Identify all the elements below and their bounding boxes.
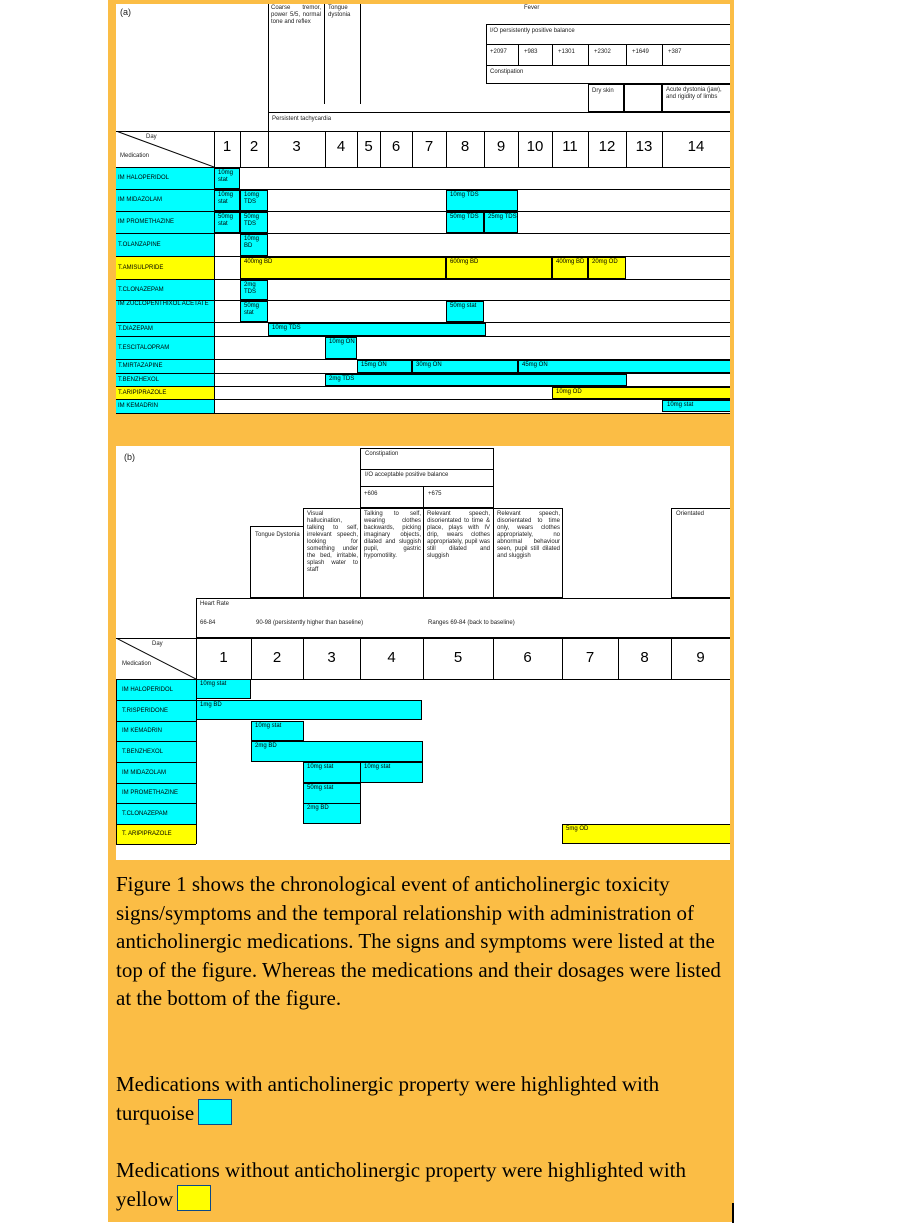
header-medication: Medication [122, 661, 152, 667]
dose-bar: 2mg TDS [325, 374, 627, 386]
medication-name: IM HALOPERIDOL [116, 168, 214, 189]
symptom-day5: Relevant speech, disorientated to time & place, plays with IV drip, wears clothes appropriately, pupil was still dilated and sluggish [427, 511, 490, 559]
day-number: 7 [424, 138, 434, 155]
symptom-day6: Relevant speech, disorientated to time only, wears clothes appropriately, no abnormal behaviour seen, pupil still dilated and sluggish [497, 511, 560, 559]
day-number: 11 [562, 138, 578, 155]
dose-bar: 600mg BD [446, 257, 552, 279]
day-number: 14 [687, 138, 705, 155]
medication-name: T.CLONAZEPAM [116, 804, 196, 824]
day-number: 4 [336, 138, 346, 155]
symptom-tachycardia: Persistent tachycardia [272, 116, 332, 122]
dose-bar: 400mg BD [552, 257, 588, 279]
day-number: 10 [526, 138, 544, 155]
dose-bar: 5mg OD [562, 824, 730, 844]
panel-b-label: (b) [124, 452, 135, 462]
heart-rate-box [196, 598, 730, 638]
day-number: 6 [523, 649, 532, 666]
dose-bar: 10mg BD [240, 234, 268, 256]
dose-bar: 1omg TDS [240, 190, 268, 211]
dose-bar: 50mg stat [303, 783, 361, 804]
io-divider [423, 486, 424, 508]
io-value: +1649 [632, 49, 649, 55]
symptom-fever: Fever [524, 5, 540, 11]
hr-day1: 66-84 [200, 620, 216, 626]
dose-bar: 50mg TDS [446, 212, 484, 233]
day-number: 9 [496, 138, 506, 155]
day-number: 2 [249, 138, 259, 155]
medication-name: T.DIAZEPAM [116, 323, 214, 336]
medication-name: IM KEMADRIN [116, 400, 214, 413]
io-divider [662, 44, 663, 66]
medication-name: T.BENZHEXOL [116, 374, 214, 386]
dose-bar: 15mg ON [357, 360, 412, 373]
symptom-acute-dystonia: Acute dystonia (jaw), and rigidity of limbs [666, 87, 722, 100]
day-number: 8 [460, 138, 470, 155]
dose-bar: 10mg OD [552, 387, 730, 399]
row-line [116, 844, 196, 845]
turquoise-swatch [198, 1099, 232, 1125]
medication-name: IM MIDAZOLAM [116, 763, 196, 783]
empty-box [624, 84, 662, 112]
medication-name: T. ARIPIPRAZOLE [116, 825, 196, 844]
dose-bar: 2mg BD [303, 803, 361, 824]
io-divider [486, 44, 730, 45]
header-day: Day [146, 134, 157, 140]
dose-bar: 10mg stat [214, 168, 240, 189]
panel-b [116, 446, 730, 860]
symptom-orientated: Orientated [676, 511, 705, 517]
symptom-dry-skin: Dry skin [592, 88, 614, 94]
io-values-box [360, 486, 494, 508]
symptom-tongue-dystonia: Tongue Dystonia [255, 532, 300, 538]
panel-a-label: (a) [120, 7, 131, 17]
yellow-swatch [177, 1185, 211, 1211]
dose-bar: 10mg stat [303, 762, 361, 783]
dose-bar: 10mg stat [214, 190, 240, 211]
dose-bar: 50mg stat [446, 301, 484, 322]
day-number: 1 [219, 649, 228, 666]
dose-bar: 45mg ON [518, 360, 730, 373]
dose-bar: 30mg ON [412, 360, 518, 373]
medication-name: T.OLANZAPINE [116, 234, 214, 256]
caption-turquoise-note [116, 1070, 722, 1128]
medication-name: T.CLONAZEPAM [116, 280, 214, 300]
symptom-coarse-tremor: Coarse tremor, power 5/5, normal tone and reflex [271, 5, 321, 25]
dose-bar: 50mg TDS [240, 212, 268, 233]
io-divider [518, 44, 519, 66]
medication-name: T.ARIPIPRAZOLE [116, 387, 214, 399]
io-value: +983 [524, 49, 538, 55]
day-number: 5 [364, 138, 373, 155]
medication-name: IM ZUCLOPENTHIXOL ACETATE [116, 301, 214, 322]
panel-a [116, 4, 730, 414]
day-number: 5 [453, 649, 463, 666]
dose-bar: 50mg stat [240, 301, 268, 322]
row-line [116, 413, 730, 414]
medication-name: IM HALOPERIDOL [116, 680, 196, 700]
caption-paragraph: Figure 1 shows the chronological event of anticholinergic toxicity signs/symptoms and the temporal relationship with administration of anticholinergic medications. The signs and symptoms were listed at the top of the figure. Whereas the medications and their dosages were listed at the bottom of the figure. [116, 872, 721, 1010]
day-number: 4 [387, 649, 396, 666]
dose-bar: 10mg stat [662, 400, 730, 412]
medication-name: T.AMISULPRIDE [116, 257, 214, 279]
header-medication: Medication [120, 153, 150, 159]
orientated-box [671, 508, 730, 598]
dose-bar: 10mg stat [360, 762, 423, 783]
diagonal-header-line [116, 131, 214, 167]
grid-line [214, 167, 215, 414]
day-number: 6 [391, 138, 401, 155]
medication-name: IM PROMETHAZINE [116, 784, 196, 803]
io-divider [588, 44, 589, 66]
dose-bar: 25mg TDS [484, 212, 518, 233]
io-value: +387 [668, 49, 682, 55]
medication-name: T.ESCITALOPRAM [116, 337, 214, 359]
symptom-day3: Visual hallucination, talking to self, irrelevant speech, looking for something under the bed, irritable, splash water to staff [307, 511, 358, 573]
io-balance-label: I/O acceptable positive balance [365, 472, 449, 478]
hr-day5-6: Ranges 69-84 (back to baseline) [428, 620, 515, 626]
medication-name: T.MIRTAZAPINE [116, 360, 214, 373]
yellow-note-text: Medications without anticholinergic property were highlighted with yellow [116, 1158, 686, 1211]
medication-name: IM PROMETHAZINE [116, 212, 214, 233]
symptom-constipation: Constipation [490, 69, 524, 75]
dose-bar: 1mg BD [196, 700, 422, 720]
dose-bar: 2mg TDS [240, 280, 268, 300]
grid-line [196, 679, 197, 844]
tachycardia-top [268, 112, 730, 113]
day-number: 1 [222, 138, 232, 155]
dose-bar: 10mg TDS [268, 323, 486, 336]
medication-name: IM KEMADRIN [116, 722, 196, 741]
io-value: +2302 [594, 49, 611, 55]
dose-bar: 10mg stat [196, 679, 251, 699]
dose-bar: 2mg BD [251, 741, 423, 762]
io-divider [626, 44, 627, 66]
divider [732, 1203, 734, 1223]
day-number: 7 [585, 649, 595, 666]
dose-bar: 10mg TDS [446, 190, 518, 211]
medication-name: T.BENZHEXOL [116, 742, 196, 762]
dose-bar: 10mg ON [325, 337, 357, 359]
turquoise-note-text: Medications with anticholinergic property were highlighted with turquoise [116, 1072, 660, 1125]
io-value: +606 [364, 491, 378, 497]
caption-yellow-note [116, 1156, 722, 1214]
day-number: 2 [272, 649, 282, 666]
io-divider [552, 44, 553, 66]
io-value: +1301 [558, 49, 575, 55]
io-value: +2097 [490, 49, 507, 55]
dose-bar: 20mg OD [588, 257, 626, 279]
io-balance-label: I/O persistently positive balance [490, 28, 575, 34]
day-number: 3 [292, 138, 301, 155]
medication-name: T.RISPERIDONE [116, 701, 196, 721]
hr-day2-4: 90-98 (persistently higher than baseline) [256, 620, 364, 626]
day-number: 12 [598, 138, 616, 155]
symptom-day4: Talking to self, wearing clothes backwards, picking imaginary objects, dilated and sluggish pupil, gastric hypomotility. [364, 511, 421, 559]
header-day: Day [152, 641, 163, 647]
grid-line [116, 679, 117, 844]
day-number: 13 [635, 138, 653, 155]
dose-bar: 10mg stat [251, 721, 304, 741]
symptom-tongue-dystonia: Tongue dystonia [328, 5, 351, 18]
heart-rate-label: Heart Rate [200, 601, 230, 607]
day-number: 8 [640, 649, 649, 666]
symptom-border [324, 4, 325, 104]
dose-bar: 400mg BD [240, 257, 446, 279]
io-value: +675 [428, 491, 442, 497]
day-number: 3 [327, 649, 336, 666]
symptom-border [360, 4, 361, 104]
symptom-constipation: Constipation [365, 451, 399, 457]
dose-bar: 50mg stat [214, 212, 240, 233]
medication-name: IM MIDAZOLAM [116, 190, 214, 211]
day-number: 9 [696, 649, 705, 666]
